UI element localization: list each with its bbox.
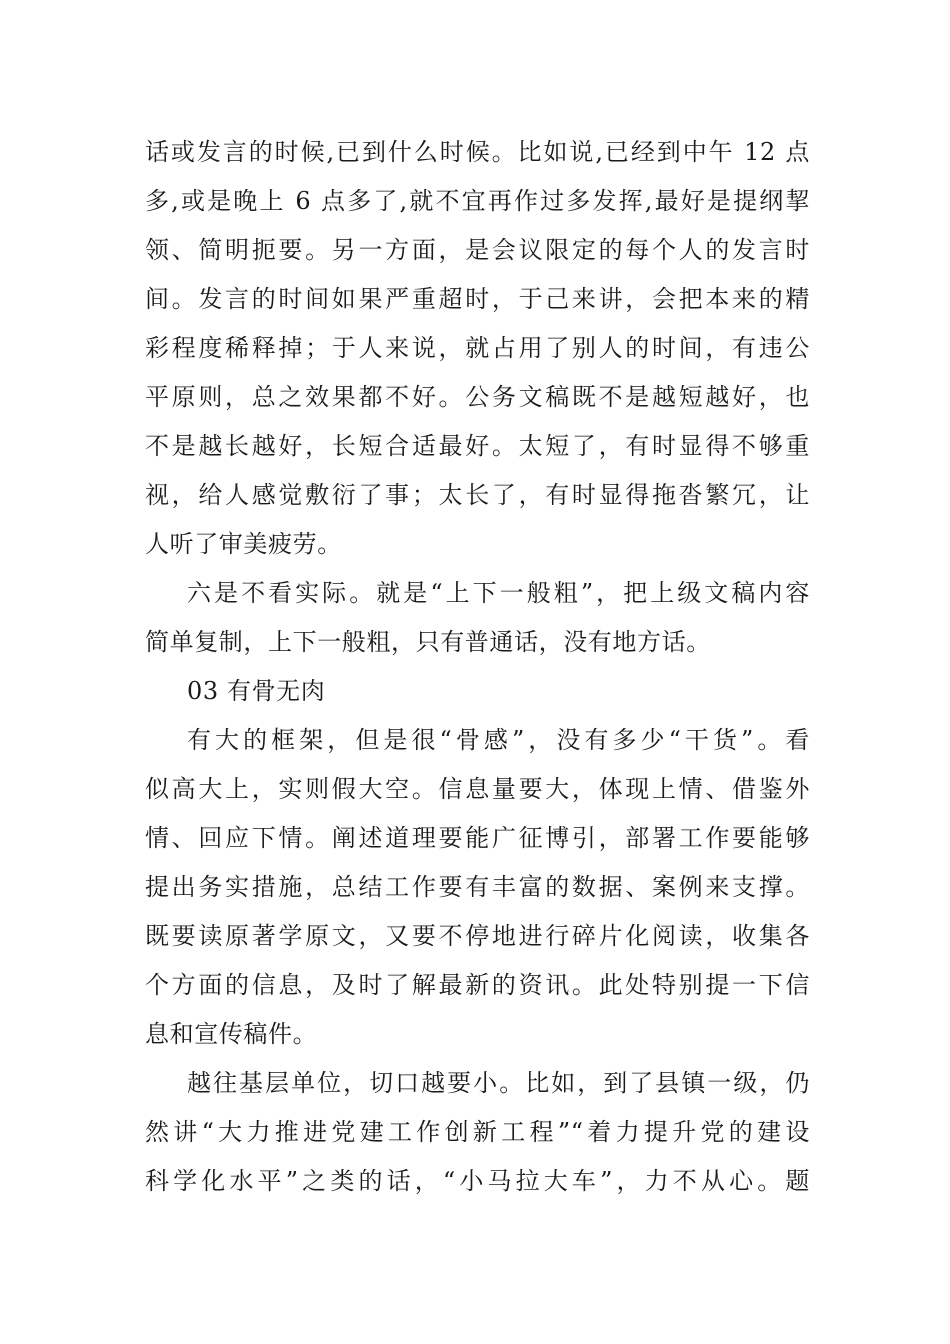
text-line: 多,或是晚上 6 点多了,就不宜再作过多发挥,最好是提纲挈 [145, 187, 810, 215]
text-line: 情、回应下情。阐述道理要能广征博引，部署工作要能够 [145, 824, 810, 852]
text-line: 科学化水平”之类的话，“小马拉大车”，力不从心。题 [145, 1167, 810, 1195]
text-line: 不是越长越好，长短合适最好。太短了，有时显得不够重 [145, 432, 810, 460]
text-line: 领、简明扼要。另一方面，是会议限定的每个人的发言时 [145, 236, 810, 264]
paragraph-start-line: 六是不看实际。就是“上下一般粗”，把上级文稿内容 [187, 579, 810, 607]
text-line: 然讲“大力推进党建工作创新工程”“着力提升党的建设 [145, 1118, 810, 1146]
text-line: 人听了审美疲劳。 [145, 530, 342, 558]
paragraph-start-line: 越往基层单位，切口越要小。比如，到了县镇一级，仍 [187, 1069, 810, 1097]
text-line: 视，给人感觉敷衍了事；太长了，有时显得拖沓繁冗，让 [145, 481, 810, 509]
text-line: 简单复制，上下一般粗，只有普通话，没有地方话。 [145, 628, 711, 656]
text-line: 平原则，总之效果都不好。公务文稿既不是越短越好，也 [145, 383, 810, 411]
text-line: 话或发言的时候,已到什么时候。比如说,已经到中午 12 点 [145, 138, 810, 166]
text-line: 个方面的信息，及时了解最新的资讯。此处特别提一下信 [145, 971, 810, 999]
document-body [145, 128, 810, 1206]
text-line: 间。发言的时间如果严重超时，于己来讲，会把本来的精 [145, 285, 810, 313]
text-line: 似高大上，实则假大空。信息量要大，体现上情、借鉴外 [145, 775, 810, 803]
text-line: 提出务实措施，总结工作要有丰富的数据、案例来支撑。 [145, 873, 810, 901]
section-heading: 03 有骨无肉 [187, 677, 326, 705]
paragraph-start-line: 有大的框架，但是很“骨感”，没有多少“干货”。看 [187, 726, 810, 754]
text-line: 既要读原著学原文，又要不停地进行碎片化阅读，收集各 [145, 922, 810, 950]
text-line: 息和宣传稿件。 [145, 1020, 318, 1048]
text-line: 彩程度稀释掉；于人来说，就占用了别人的时间，有违公 [145, 334, 810, 362]
